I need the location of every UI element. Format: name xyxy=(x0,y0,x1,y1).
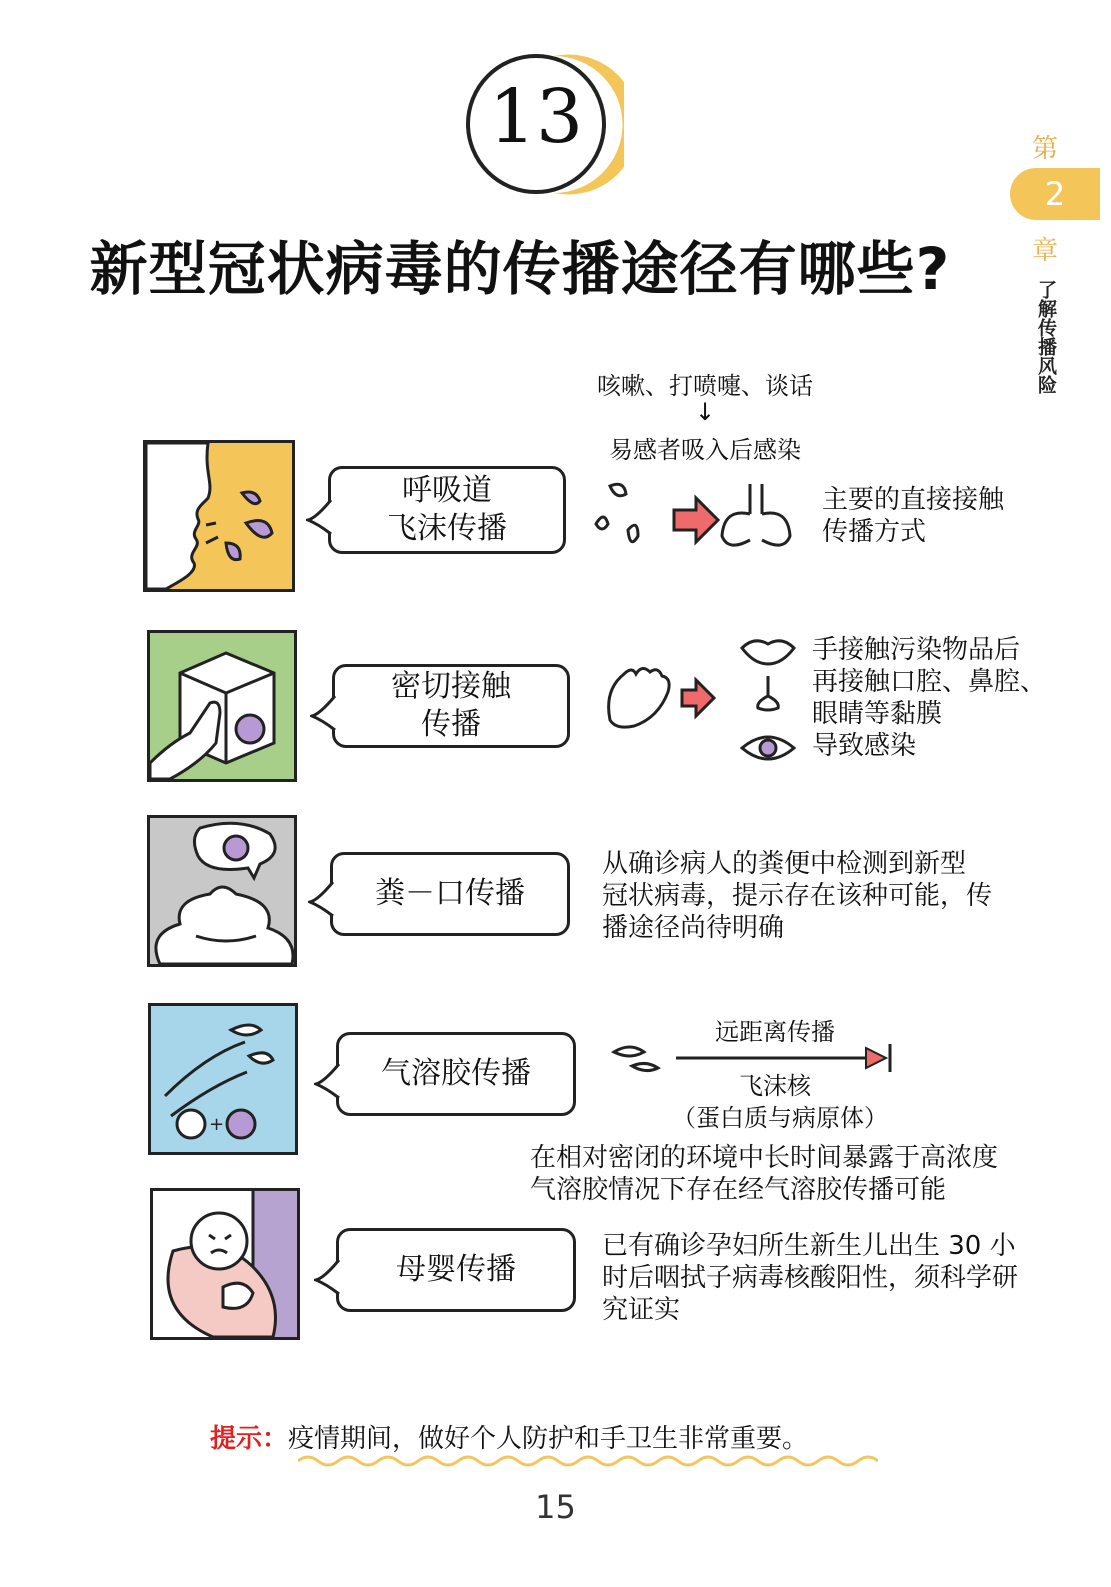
protein-pathogen-label: （蛋白质与病原体） xyxy=(672,1104,888,1132)
mother-child-illustration xyxy=(150,1188,300,1340)
aerosol-illustration xyxy=(148,1003,298,1155)
page-title: 新型冠状病毒的传播途径有哪些? xyxy=(89,235,951,303)
tip-text: 疫情期间，做好个人防护和手卫生非常重要。 xyxy=(288,1424,809,1454)
close-contact-label xyxy=(332,664,570,748)
respiratory-droplet-text: 呼吸道 飞沫传播 xyxy=(387,473,507,546)
chapter-number-tab: 2 xyxy=(1010,168,1100,220)
fecal-oral-label xyxy=(330,852,570,936)
tip-label: 提示： xyxy=(210,1424,289,1454)
bubble-tail-1 xyxy=(306,498,332,538)
fecal-oral-text: 粪－口传播 xyxy=(375,876,525,911)
mother-child-label xyxy=(336,1228,576,1312)
bubble-tail-3 xyxy=(308,880,334,920)
bubble-tail-2 xyxy=(310,694,336,734)
down-arrow: ↓ xyxy=(694,398,716,426)
close-contact-description: 手接触污染物品后 再接触口腔、鼻腔、 眼睛等黏膜 导致感染 xyxy=(812,635,1047,761)
tip-line xyxy=(210,1418,910,1455)
question-number-badge xyxy=(462,52,624,197)
close-contact-text: 密切接触 传播 xyxy=(391,669,511,742)
fecal-oral-description: 从确诊病人的粪便中检测到新型 冠状病毒，提示存在该种可能，传 播途径尚待明确 xyxy=(602,849,993,943)
droplet-nuclei-label: 飞沫核 xyxy=(739,1072,811,1100)
chapter-suffix: 章 xyxy=(1031,236,1058,266)
mother-child-text: 母婴传播 xyxy=(396,1252,516,1287)
long-distance-label: 远距离传播 xyxy=(715,1018,835,1046)
fecal-illustration xyxy=(147,815,297,967)
mouth-nose-eye-icon xyxy=(740,632,796,770)
tip-wavy-underline xyxy=(298,1454,878,1468)
page-number: 15 xyxy=(535,1488,576,1526)
aerosol-text: 气溶胶传播 xyxy=(381,1056,531,1091)
svg-text:+: + xyxy=(209,1114,225,1135)
bubble-tail-4 xyxy=(314,1062,340,1102)
droplet-illustration xyxy=(143,440,295,592)
mother-child-description: 已有确诊孕妇所生新生儿出生 30 小 时后咽拭子病毒核酸阳性，须科学研 究证实 xyxy=(602,1231,1019,1325)
contact-illustration xyxy=(147,630,297,782)
respiratory-droplet-label xyxy=(328,466,566,554)
cough-note: 咳嗽、打喷嚏、谈话 xyxy=(597,372,813,400)
question-number: 13 xyxy=(488,74,584,160)
inhale-note: 易感者吸入后感染 xyxy=(609,436,801,464)
chapter-prefix: 第 xyxy=(1031,134,1058,164)
hand-to-face-icon xyxy=(600,660,730,740)
aerosol-label xyxy=(336,1032,576,1116)
bubble-tail-5 xyxy=(314,1258,340,1298)
respiratory-description: 主要的直接接触 传播方式 xyxy=(822,485,1005,547)
droplet-to-lungs-icon xyxy=(590,480,800,560)
aerosol-description: 在相对密闭的环境中长时间暴露于高浓度 气溶胶情况下存在经气溶胶传播可能 xyxy=(530,1143,999,1205)
chapter-title: 了解传播风险 xyxy=(1035,280,1057,394)
